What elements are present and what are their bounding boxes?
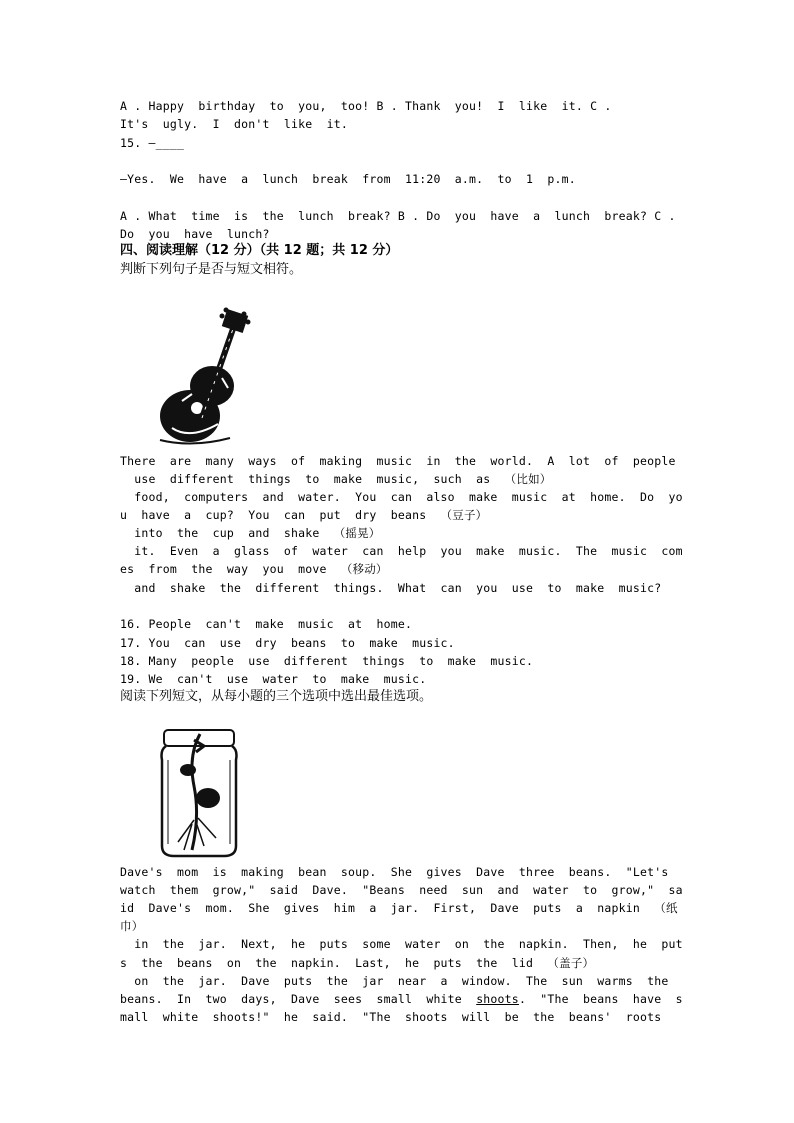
jar-icon [158,726,240,860]
passage2-line7: on the jar. Dave puts the jar near a window. The sun warms the [120,974,669,988]
passage2-line9: mall white shoots!" he said. "The shoots will be the beans' roots [120,1010,662,1024]
guitar-icon [152,306,252,446]
q15-options-line1: A . What time is the lunch break? B . Do you have a lunch break? C . [120,209,676,223]
q14-options-line2: It's ugly. I don't like it. [120,117,348,131]
q14-options-line1: A . Happy birthday to you, too! B . Thank you! I like it. C . [120,99,612,113]
passage1-line8: and shake the different things. What can you use to make music? [120,581,662,595]
passage2-line2: watch them grow," said Dave. "Beans need sun and water to grow," sa [120,883,683,897]
q15-options-line2: Do you have lunch? [120,227,270,241]
passage1-line7: es from the way you move （移动） [120,562,388,576]
instruction-true-false: 判断下列句子是否与短文相符。 [120,262,303,277]
question-17: 17. You can use dry beans to make music. [120,636,455,650]
passage1-line5: into the cup and shake （摇晃） [120,526,381,540]
passage2-line8-end: . "The beans have s [518,992,683,1006]
passage1-line3: food, computers and water. You can also make music at home. Do yo [120,490,683,504]
passage2-line5: in the jar. Next, he puts some water on the napkin. Then, he put [120,937,683,951]
word-shoots-underlined: shoots [476,992,519,1006]
passage1-line1: There are many ways of making music in the world. A lot of people [120,454,676,468]
passage1-line6: it. Even a glass of water can help you make music. The music com [120,544,683,558]
bean-jar-illustration [158,726,240,860]
passage2-line6: s the beans on the napkin. Last, he puts the lid （盖子） [120,956,595,970]
guitar-illustration [152,306,252,446]
section-heading: 四、阅读理解（12 分）（共 12 题；共 12 分） [120,243,399,258]
passage1-line2: use different things to make music, such as （比如） [120,472,552,486]
passage2-line4: 巾） [120,919,144,933]
question-18: 18. Many people use different things to make music. [120,654,534,668]
question-16: 16. People can't make music at home. [120,617,413,631]
passage1-line4: u have a cup? You can put dry beans （豆子） [120,508,488,522]
q15-stem: 15. —____ [120,136,185,150]
question-19: 19. We can't use water to make music. [120,672,427,686]
passage2-line8-start: beans. In two days, Dave sees small white [120,992,477,1006]
passage2-line3: id Dave's mom. She gives him a jar. First, Dave puts a napkin （纸 [120,901,678,915]
passage2-line1: Dave's mom is making bean soup. She gives Dave three beans. "Let's [120,865,669,879]
q15-reply: —Yes. We have a lunch break from 11:20 a.m. to 1 p.m. [120,172,576,186]
passage2-line8 [120,990,683,1008]
instruction-multiple-choice: 阅读下列短文，从每小题的三个选项中选出最佳选项。 [120,689,433,704]
